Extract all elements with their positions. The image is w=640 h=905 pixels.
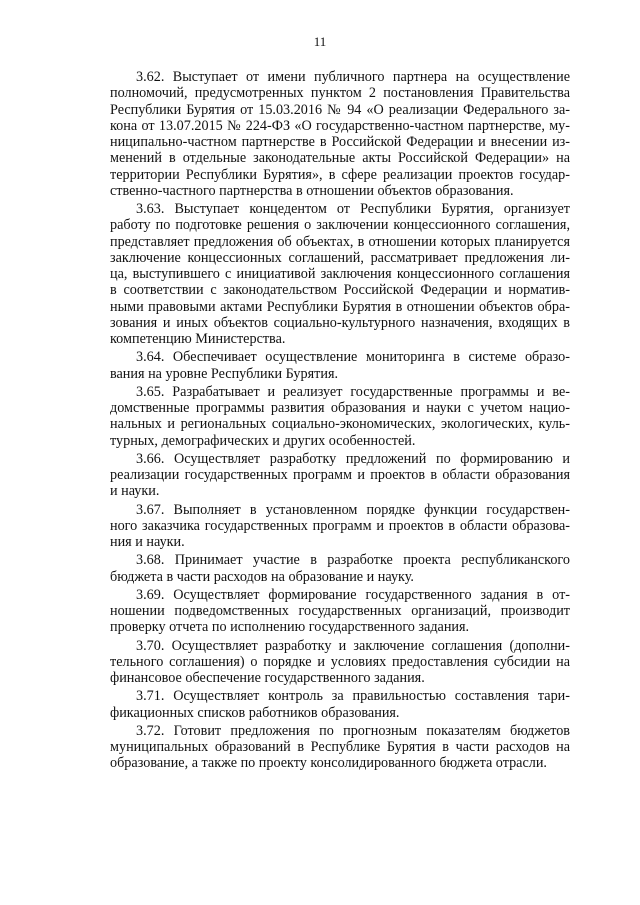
- paragraph: [110, 723, 570, 772]
- paragraph: [110, 502, 570, 551]
- text-line: нальных и региональных социально-экономических, экологических, куль-: [110, 416, 570, 433]
- text-line: ца, выступившего с инициативой заключения концессионного соглашения: [110, 266, 570, 282]
- text-line: 3.71. Осуществляет контроль за правильностью составления тари-: [136, 688, 570, 705]
- text-line: работу по подготовке решения о заключении концессионного соглашения,: [110, 217, 570, 234]
- text-line: Республики Бурятия от 15.03.2016 № 94 «О реализации Федерального за-: [110, 101, 570, 118]
- text-line: финансовое обеспечение государственного задания.: [110, 670, 425, 686]
- paragraph: [110, 201, 570, 347]
- text-line: 3.63. Выступает концедентом от Республики Бурятия, организует: [136, 201, 570, 217]
- paragraph: [110, 552, 570, 585]
- text-line: фикационных списков работников образования.: [110, 704, 400, 721]
- text-line: менений в отдельные законодательные акты Российской Федерации» на: [110, 150, 570, 167]
- paragraph: [110, 384, 570, 449]
- text-line: тельного соглашения) о порядке и условиях предоставления субсидии на: [110, 653, 570, 670]
- text-line: ного заказчика государственных программ и проектов в области образова-: [110, 517, 570, 534]
- text-line: муниципальных образований в Республике Бурятия в части расходов на: [110, 739, 570, 755]
- paragraph: [110, 587, 570, 636]
- text-line: ственно-частного партнерства в отношении объектов образования.: [110, 182, 514, 199]
- text-line: и науки.: [110, 483, 160, 500]
- text-line: вания на уровне Республики Бурятия.: [110, 365, 339, 382]
- paragraph: [110, 69, 570, 199]
- text-line: 3.70. Осуществляет разработку и заключение соглашения (дополни-: [136, 637, 570, 654]
- text-line: бюджета в части расходов на образование и науку.: [110, 568, 414, 585]
- text-line: 3.65. Разрабатывает и реализует государственные программы и ве-: [136, 383, 570, 400]
- document-body: [110, 69, 570, 774]
- text-line: полномочий, предусмотренных пунктом 2 постановления Правительства: [110, 85, 570, 102]
- text-line: турных, демографических и других особенностей.: [110, 432, 416, 449]
- text-line: зования и иных объектов социально-культурного назначения, входящих в: [110, 314, 570, 331]
- paragraph: [110, 688, 570, 721]
- paragraph: [110, 349, 570, 382]
- text-line: 3.72. Готовит предложения по прогнозным показателям бюджетов: [136, 722, 570, 739]
- text-line: 3.62. Выступает от имени публичного партнера на осуществление: [136, 69, 570, 85]
- text-line: заключение концессионных соглашений, рассматривает предложения ли-: [110, 249, 570, 266]
- text-line: 3.64. Обеспечивает осуществление мониторинга в системе образо-: [136, 349, 570, 366]
- paragraph: [110, 638, 570, 687]
- text-line: 3.66. Осуществляет разработку предложений по формированию и: [136, 450, 570, 467]
- text-line: в соответствии с законодательством Российской Федерации и норматив-: [110, 282, 570, 299]
- text-line: ными правовыми актами Республики Бурятия в отношении объектов обра-: [110, 298, 570, 315]
- text-line: 3.69. Осуществляет формирование государственного задания в от-: [136, 586, 570, 603]
- text-line: 3.68. Принимает участие в разработке проекта республиканского: [136, 552, 570, 569]
- text-line: образование, а также по проекту консолидированного бюджета отрасли.: [110, 755, 547, 772]
- text-line: компетенцию Министерства.: [110, 331, 286, 347]
- text-line: ниципально-частном партнерстве в Российской Федерации и внесении из-: [110, 134, 570, 150]
- text-line: кона от 13.07.2015 № 224-ФЗ «О государственно-частном партнерстве, му-: [110, 117, 570, 134]
- text-line: ния и науки.: [110, 534, 185, 550]
- text-line: реализации государственных программ и проектов в области образования: [110, 467, 570, 483]
- text-line: ношении подведомственных государственных организаций, производит: [110, 603, 570, 619]
- page-number: 11: [313, 34, 327, 49]
- text-line: домственные программы развития образования и науки с учетом нацио-: [110, 400, 570, 416]
- text-line: проверку отчета по исполнению государственного задания.: [110, 619, 470, 636]
- paragraph: [110, 451, 570, 500]
- text-line: представляет предложения об объектах, в отношении которых планируется: [110, 233, 570, 250]
- text-line: 3.67. Выполняет в установленном порядке функции государствен-: [136, 501, 570, 518]
- text-line: территории Республики Бурятия», в сфере реализации проектов государ-: [110, 166, 570, 183]
